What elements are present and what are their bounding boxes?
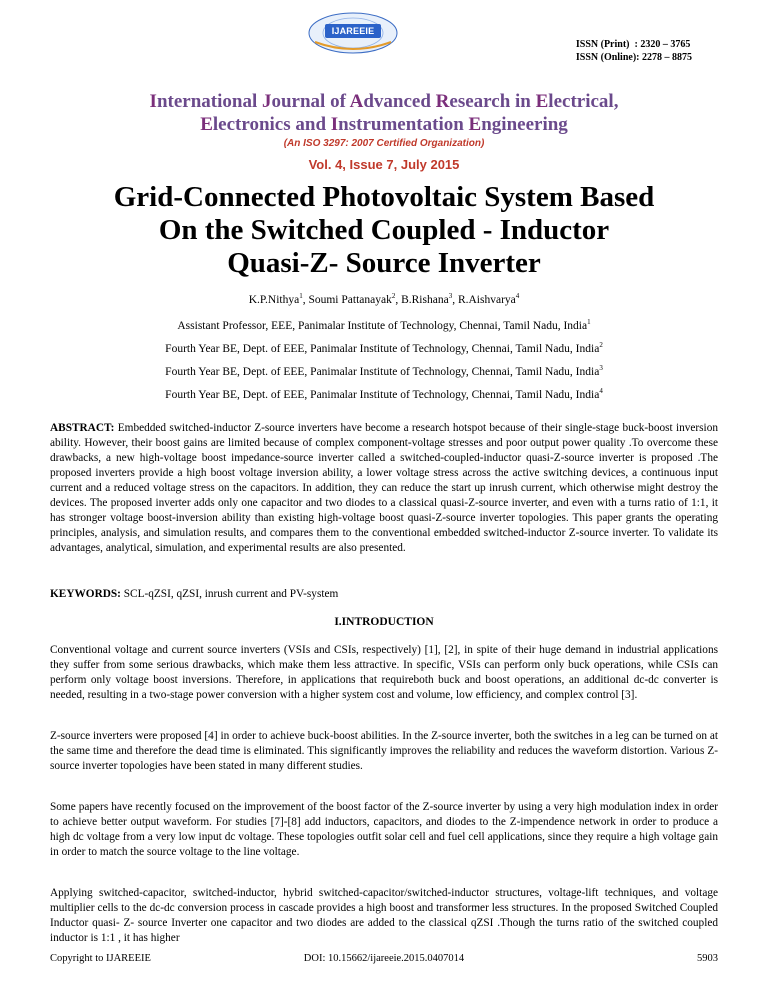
journal-initial: E	[535, 91, 549, 112]
author-sup: 3	[448, 292, 453, 301]
journal-logo	[305, 8, 401, 56]
journal-initial: I	[330, 114, 339, 135]
journal-word: lectrical,	[548, 91, 619, 112]
author-separator: ,	[302, 294, 309, 306]
abstract-label: ABSTRACT:	[50, 422, 115, 434]
journal-word: dvanced	[363, 91, 436, 112]
issn-block	[576, 38, 692, 64]
abstract	[50, 421, 718, 556]
author-name: Soumi Pattanayak	[308, 294, 392, 306]
paragraph: Z-source inverters were proposed [4] in order to achieve buck-boost abilities. In the Z-source inverter, both the switches in a leg can be turned on at the same time and therefore the dead time is eliminated. This significantly improves the reliability and reduces the waveform distortion. Various Z-source inverter topologies have been stated in many different studies.	[50, 730, 718, 772]
affiliation-text: Fourth Year BE, Dept. of EEE, Panimalar Institute of Technology, Chennai, Tamil Nadu, India	[165, 389, 600, 401]
paragraph: Some papers have recently focused on the improvement of the boost factor of the Z-source inverter by using a very high modulation index in order to achieve better output waveform. For studies [7]-[8] add inductors, capacitors, and diodes to the Z-impendence network in order to produce a high dc voltage from a very low input dc voltage. These topologies outfit solar cell and fuel cell applications, since they require a high voltage gain in order to match the source voltage to the line voltage.	[50, 801, 718, 858]
issn-print: ISSN (Print) : 2320 – 3765	[575, 39, 691, 50]
title-line: Grid-Connected Photovoltaic System Based	[113, 181, 655, 213]
journal-initial: E	[468, 114, 482, 135]
paper-title	[0, 181, 768, 280]
affiliation-sup: 1	[587, 318, 591, 327]
journal-word: esearch in	[449, 91, 536, 112]
journal-initial: J	[261, 91, 272, 112]
journal-initial: I	[149, 91, 157, 112]
affiliation-sup: 2	[599, 341, 603, 350]
journal-word: ournal of	[271, 91, 350, 112]
author-name: K.P.Nithya	[248, 294, 300, 306]
affiliation	[0, 320, 768, 332]
journal-name-line-1	[0, 90, 768, 113]
journal-initial: E	[200, 114, 213, 135]
title-line: On the Switched Coupled - Inductor	[158, 214, 610, 246]
keywords-label: KEYWORDS:	[50, 588, 121, 600]
author-list	[0, 294, 768, 306]
keywords	[50, 587, 718, 602]
affiliation	[0, 343, 768, 355]
abstract-text: Embedded switched-inductor Z-source inverters have become a research hotspot because of their single-stage buck-boost inversion ability. However, their boost gains are limited because of complex component-voltage stresses and poor output power quality .To overcome these drawbacks, a new high-voltage boost impedance-source inverter called a switched-coupled-inductor quasi-Z-source inverter is proposed .The proposed inverters provide a high boost voltage inversion ability, a lower voltage stress across the active switching devices, a continuous input current and a reduced voltage stress on the capacitors. In addition, they can reduce the start up inrush current, which otherwise might destroy the devices. The proposed inverter adds only one capacitor and two diodes to a classical quasi-Z-source inverter, and even with a turns ratio of 1:1, it has stronger voltage boost-inversion ability than existing high-voltage boost quasi-Z-source inverter topologies. This paper grants the operating principles, analysis, and simulation results, and compares them to the conventional embedded switched-inductor Z-source inverter. To validate its advantages, analytical, simulation, and experimental results are also presented.	[50, 422, 718, 554]
affiliation-text: Fourth Year BE, Dept. of EEE, Panimalar Institute of Technology, Chennai, Tamil Nadu, India	[165, 343, 600, 355]
journal-name	[0, 90, 768, 136]
journal-word: ngineering	[481, 114, 568, 135]
footer-page-number: 5903	[697, 953, 718, 964]
author-sup: 2	[391, 292, 396, 301]
journal-word: nternational	[156, 91, 262, 112]
affiliation-sup: 3	[599, 364, 603, 373]
section-heading: I.INTRODUCTION	[334, 616, 434, 628]
affiliation	[0, 389, 768, 401]
logo-text: IJAREEIE	[331, 26, 375, 36]
certification: (An ISO 3297: 2007 Certified Organization)	[283, 138, 485, 149]
footer-doi: DOI: 10.15662/ijareeie.2015.0407014	[303, 953, 465, 964]
title-line: Quasi-Z- Source Inverter	[227, 247, 541, 279]
paragraph: Applying switched-capacitor, switched-inductor, hybrid switched-capacitor/switched-inductor structures, voltage-lift techniques, and voltage multiplier cells to the dc-dc conversion process in cascade provides a high boost and transformer less structures. In the proposed Switched Coupled Inductor quasi- Z- source Inverter one capacitor and two diodes are added to the classical qZSI .Though the turns ratio of the switched coupled inductor is 1:1 , it has higher	[50, 887, 718, 944]
journal-word: lectronics and	[212, 114, 331, 135]
affiliation-sup: 4	[599, 387, 603, 396]
journal-word: nstrumentation	[338, 114, 469, 135]
affiliation-text: Assistant Professor, EEE, Panimalar Institute of Technology, Chennai, Tamil Nadu, India	[177, 320, 588, 332]
footer-copyright: Copyright to IJAREEIE	[50, 953, 151, 964]
author-sup: 1	[299, 292, 303, 301]
author-separator: ,	[452, 294, 458, 306]
paragraph: Conventional voltage and current source inverters (VSIs and CSIs, respectively) [1], [2], in spite of their huge demand in industrial applications they suffer from some serious drawbacks, which make them less attractive. In specific, VSIs can perform only buck operations, while CSIs can perform only voltage boost inversions. Therefore, in applications that requireboth buck and boost operations, an additional dc-dc converter is needed, resulting in a two-stage power conversion with a higher system cost and volume, low efficiency, and complex control [3].	[50, 644, 718, 701]
volume-issue: Vol. 4, Issue 7, July 2015	[308, 157, 460, 172]
keywords-text: SCL-qZSI, qZSI, inrush current and PV-system	[123, 588, 339, 600]
author-name: B.Rishana	[401, 294, 449, 306]
journal-name-line-2	[0, 113, 768, 136]
author-name: R.Aishvarya	[457, 294, 516, 306]
author-sup: 4	[515, 292, 520, 301]
issn-online: ISSN (Online): 2278 – 8875	[575, 52, 692, 63]
author-separator: ,	[395, 294, 402, 306]
journal-initial: A	[349, 91, 364, 112]
affiliation	[0, 366, 768, 378]
affiliation-text: Fourth Year BE, Dept. of EEE, Panimalar Institute of Technology, Chennai, Tamil Nadu, India	[165, 366, 600, 378]
journal-initial: R	[435, 91, 450, 112]
